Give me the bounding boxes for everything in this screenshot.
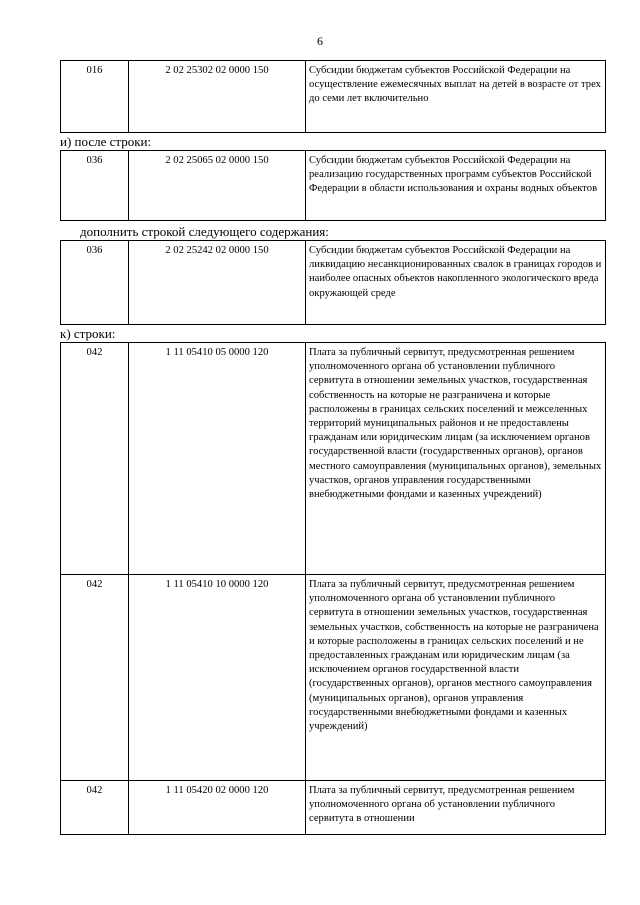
instruction-after-line: и) после строки: (60, 134, 152, 149)
revenue-table-1 (60, 60, 606, 133)
instruction-lines: к) строки: (60, 326, 116, 341)
table-row (61, 575, 606, 781)
revenue-name-cell: Субсидии бюджетам субъектов Российской Федерации на осуществление ежемесячных выплат на детей в возрасте от трех до семи лет включительно (306, 61, 606, 133)
revenue-name-cell: Плата за публичный сервитут, предусмотренная решением уполномоченного органа об установлении публичного сервитута в отношении (306, 781, 606, 835)
admin-code-cell: 016 (61, 61, 129, 133)
revenue-name-cell: Субсидии бюджетам субъектов Российской Федерации на реализацию государственных программ субъектов Российской Федерации в области использования и охраны водных объектов (306, 151, 606, 221)
admin-code-cell: 042 (61, 575, 129, 781)
admin-code-cell: 036 (61, 241, 129, 325)
table-row (61, 61, 606, 133)
revenue-table-3 (60, 240, 606, 325)
kbk-code-cell: 1 11 05410 05 0000 120 (129, 343, 306, 575)
revenue-table-2 (60, 150, 606, 221)
admin-code-cell: 036 (61, 151, 129, 221)
table-row (61, 343, 606, 575)
revenue-name-cell: Плата за публичный сервитут, предусмотренная решением уполномоченного органа об установлении публичного сервитута в отношении земельных участков, государственная земельных участков, собственность на которые не разграничена и которые расположены в границах сельских поселений и не предоставленных гражданам или юридическим лицам (за исключением органов государственной власти (государственных органов), органов местного самоуправления (муниципальных органов), органов управления государственными внебюджетными фондами и казенных учреждений) (306, 575, 606, 781)
page-number: 6 (317, 34, 323, 48)
kbk-code-cell: 2 02 25302 02 0000 150 (129, 61, 306, 133)
kbk-code-cell: 1 11 05410 10 0000 120 (129, 575, 306, 781)
instruction-add-line: дополнить строкой следующего содержания: (80, 224, 329, 239)
table-row (61, 241, 606, 325)
table-row (61, 781, 606, 835)
kbk-code-cell: 2 02 25065 02 0000 150 (129, 151, 306, 221)
kbk-code-cell: 1 11 05420 02 0000 120 (129, 781, 306, 835)
kbk-code-cell: 2 02 25242 02 0000 150 (129, 241, 306, 325)
revenue-name-cell: Плата за публичный сервитут, предусмотренная решением уполномоченного органа об установлении публичного сервитута в отношении земельных участков, государственная собственность на которые не разграничена и которые расположены в границах сельских поселений и межселенных территорий муниципальных районов и не предоставлены гражданам или юридическим лицам (за исключением органов государственной власти (государственных органов), органов местного самоуправления (муниципальных органов), земельных участков, органов управления государственными внебюджетными фондами и казенных учреждений) (306, 343, 606, 575)
revenue-table-4 (60, 342, 606, 835)
revenue-name-cell: Субсидии бюджетам субъектов Российской Федерации на ликвидацию несанкционированных свалок в границах городов и наиболее опасных объектов накопленного экологического вреда окружающей среде (306, 241, 606, 325)
table-row (61, 151, 606, 221)
admin-code-cell: 042 (61, 343, 129, 575)
admin-code-cell: 042 (61, 781, 129, 835)
